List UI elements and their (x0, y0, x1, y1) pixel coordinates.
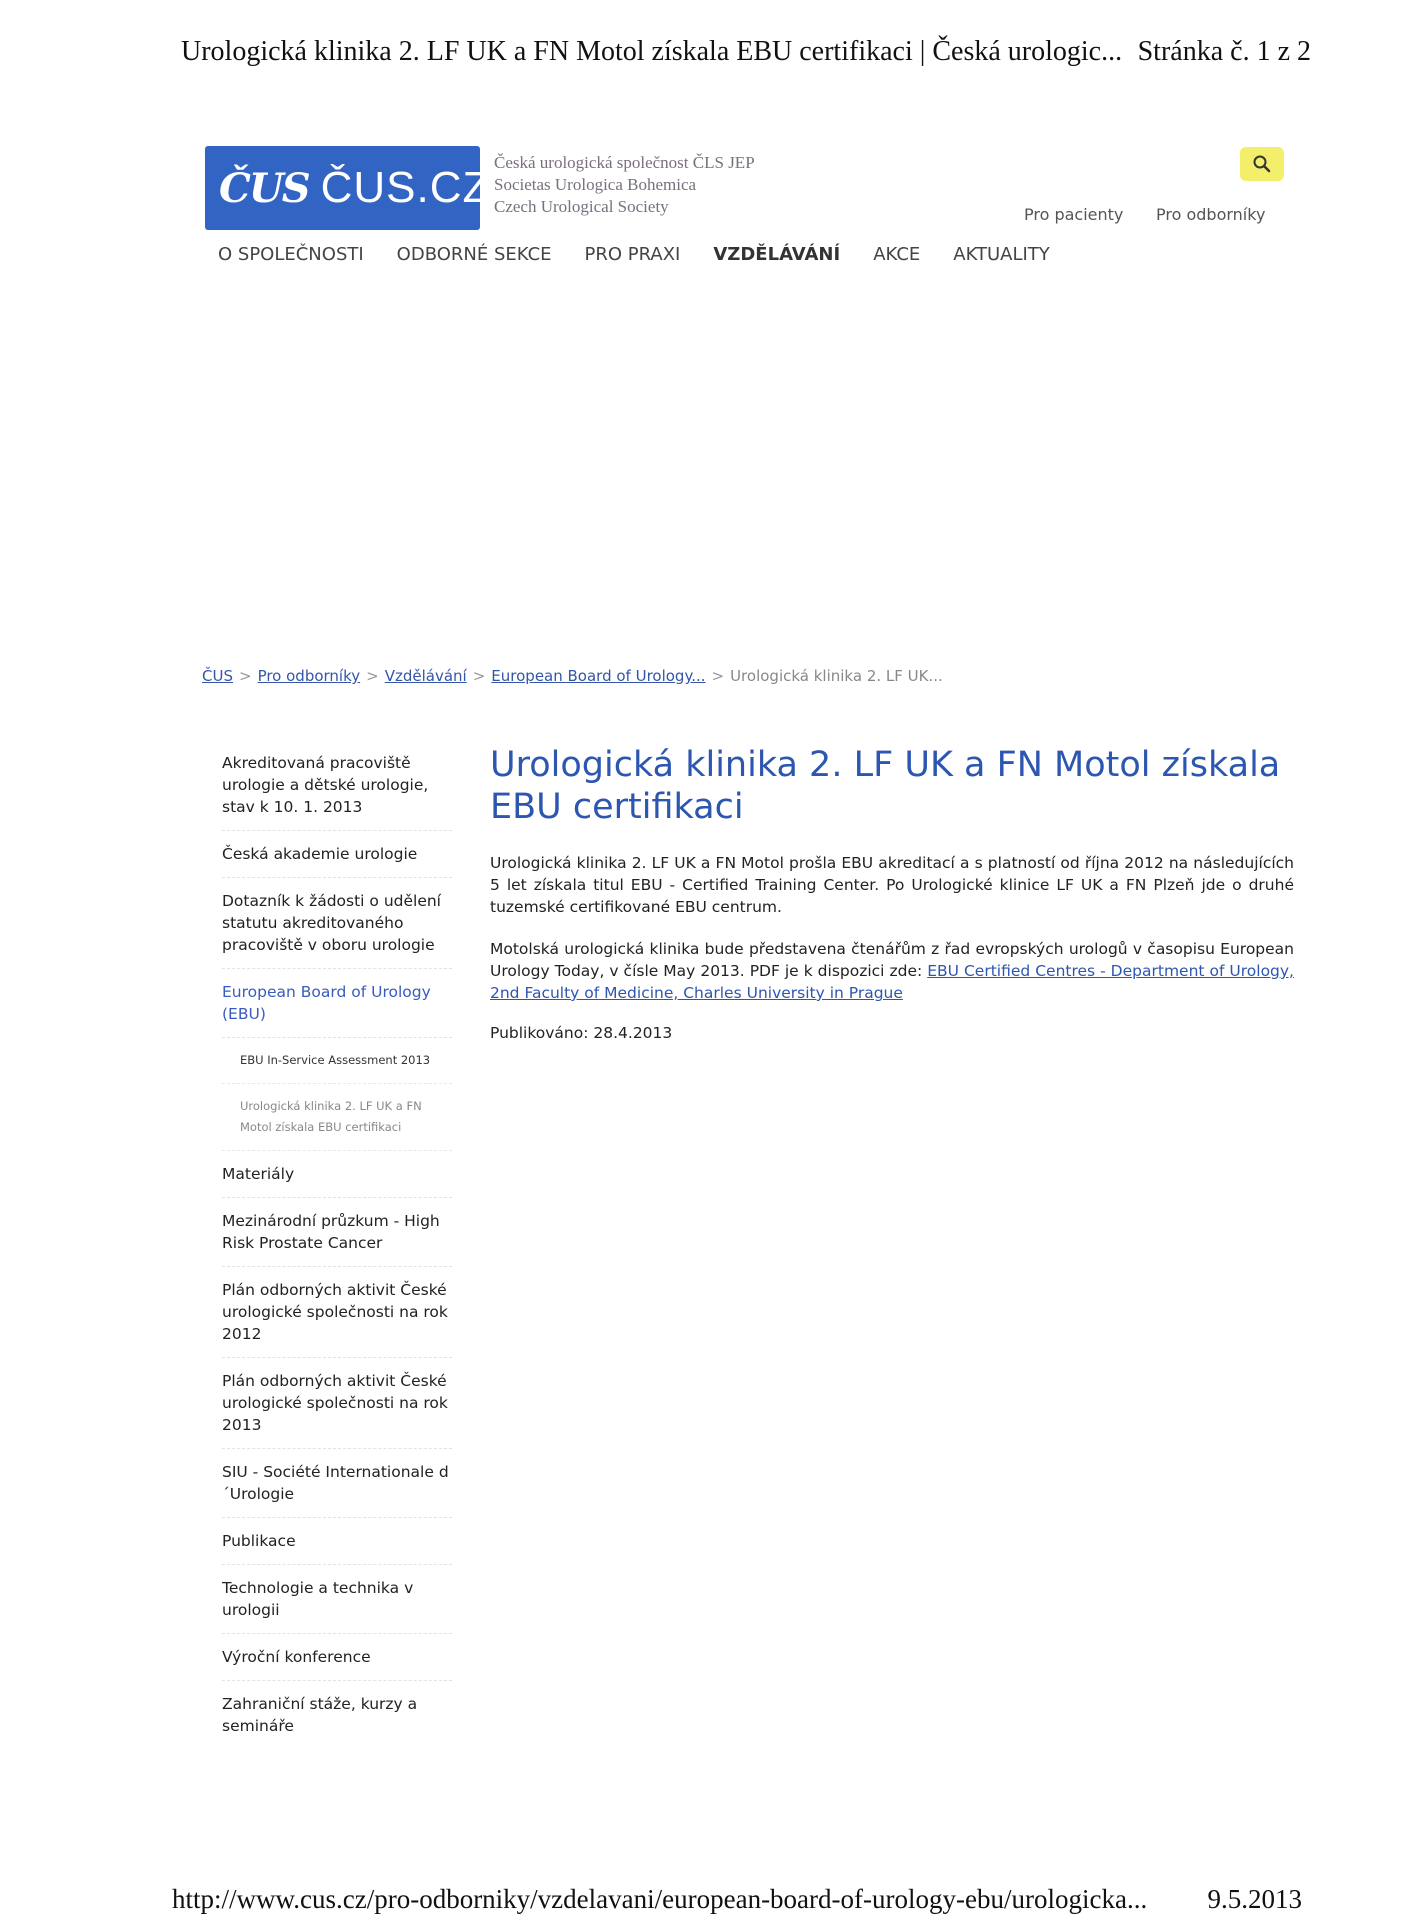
link-pro-odborniky[interactable]: Pro odborníky (1156, 205, 1266, 224)
breadcrumb-separator: > (472, 667, 486, 685)
page-title: Urologická klinika 2. LF UK a FN Motol získala EBU certifikaci (490, 745, 1281, 827)
breadcrumb-ebu[interactable]: European Board of Urology... (491, 667, 706, 685)
nav-odborne-sekce[interactable]: ODBORNÉ SEKCE (396, 244, 552, 265)
sidebar-item-vyrocni-konference[interactable]: Výroční konference (222, 1646, 452, 1681)
breadcrumb-separator: > (366, 667, 379, 685)
sidebar-item-mezinarodni-pruzkum[interactable]: Mezinárodní průzkum - High Risk Prostate Cancer (222, 1210, 452, 1267)
sidebar-item-ceska-akademie[interactable]: Česká akademie urologie (222, 843, 452, 878)
article (490, 744, 1294, 1042)
nav-aktuality[interactable]: AKTUALITY (953, 244, 1050, 265)
ebu-certified-centres-link[interactable]: EBU Certified Centres - Department of Urology, 2nd Faculty of Medicine, Charles University in Prague (490, 962, 1294, 1002)
main-nav (218, 244, 1083, 265)
link-pro-pacienty[interactable]: Pro pacienty (1024, 205, 1124, 224)
breadcrumb-separator: > (711, 667, 725, 685)
society-name-la: Societas Urologica Bohemica (494, 175, 697, 194)
sidebar-subitem-ebu-assessment[interactable]: EBU In-Service Assessment 2013 (222, 1050, 452, 1084)
sidebar-item-dotaznik[interactable]: Dotazník k žádosti o udělení statutu akreditovaného pracoviště v oboru urologie (222, 890, 452, 969)
article-paragraph-2-text: Motolská urologická klinika bude představena čtenářům z řad evropských urologů v časopisu European Urology Today, v čísle May 2013. PDF je k dispozici zde: (490, 940, 1294, 980)
print-footer (172, 1884, 1302, 1915)
site-logo[interactable] (205, 146, 491, 230)
society-name-en: Czech Urological Society (494, 197, 669, 216)
sidebar-item-plan-2012[interactable]: Plán odborných aktivit České urologické společnosti na rok 2012 (222, 1279, 452, 1358)
nav-akce[interactable]: AKCE (873, 244, 921, 265)
sidebar-subitem-current[interactable]: Urologická klinika 2. LF UK a FN Motol získala EBU certifikaci (222, 1096, 452, 1151)
sidebar-item-publikace[interactable]: Publikace (222, 1530, 452, 1565)
breadcrumb (202, 667, 943, 685)
nav-o-spolecnosti[interactable]: O SPOLEČNOSTI (218, 244, 364, 265)
article-paragraph-1: Urologická klinika 2. LF UK a FN Motol prošla EBU akreditací a s platností od října 2012 na následujících 5 let získala titul EBU - Certified Training Center. Po Urologické klinice LF UK a FN Plzeň jde o druhé tuzemské certifikované EBU centrum. (490, 854, 1294, 916)
print-title: Urologická klinika 2. LF UK a FN Motol získala EBU certifikaci | Česká urologic... (181, 36, 1123, 67)
sidebar-item-ebu[interactable]: European Board of Urology (EBU) (222, 981, 452, 1038)
sidebar-item-plan-2013[interactable]: Plán odborných aktivit České urologické společnosti na rok 2013 (222, 1370, 452, 1449)
nav-vzdelavani[interactable]: VZDĚLÁVÁNÍ (713, 244, 841, 265)
society-name-cz: Česká urologická společnost ČLS JEP (494, 153, 755, 172)
breadcrumb-pro-odborniky[interactable]: Pro odborníky (257, 667, 361, 685)
search-button[interactable] (1240, 147, 1284, 181)
society-names (494, 152, 755, 218)
logo-text: ČUS.CZ (320, 163, 491, 212)
sidebar-item-akreditovana-pracoviste[interactable]: Akreditovaná pracoviště urologie a dětské urologie, stav k 10. 1. 2013 (222, 752, 452, 831)
logo-emblem-icon: ČUS (219, 164, 309, 212)
print-header (181, 36, 1311, 68)
breadcrumb-current: Urologická klinika 2. LF UK... (730, 667, 943, 685)
published-date: Publikováno: 28.4.2013 (490, 1024, 673, 1042)
sidebar (222, 752, 452, 1761)
sidebar-item-materialy[interactable]: Materiály (222, 1163, 452, 1198)
article-paragraph-2 (490, 938, 1294, 1004)
sidebar-item-zahranicni-staze[interactable]: Zahraniční stáže, kurzy a semináře (222, 1695, 418, 1735)
breadcrumb-vzdelavani[interactable]: Vzdělávání (384, 667, 467, 685)
breadcrumb-cus[interactable]: ČUS (202, 667, 233, 685)
print-date: 9.5.2013 (1207, 1884, 1302, 1914)
page-number: Stránka č. 1 z 2 (1137, 36, 1311, 67)
print-url: http://www.cus.cz/pro-odborniky/vzdelavani/european-board-of-urology-ebu/urologicka... (172, 1884, 1148, 1914)
nav-pro-praxi[interactable]: PRO PRAXI (584, 244, 681, 265)
sidebar-item-technologie[interactable]: Technologie a technika v urologii (222, 1577, 452, 1634)
breadcrumb-separator: > (238, 667, 252, 685)
sidebar-item-siu[interactable]: SIU - Société Internationale d´Urologie (222, 1461, 452, 1518)
search-icon (1252, 154, 1272, 174)
